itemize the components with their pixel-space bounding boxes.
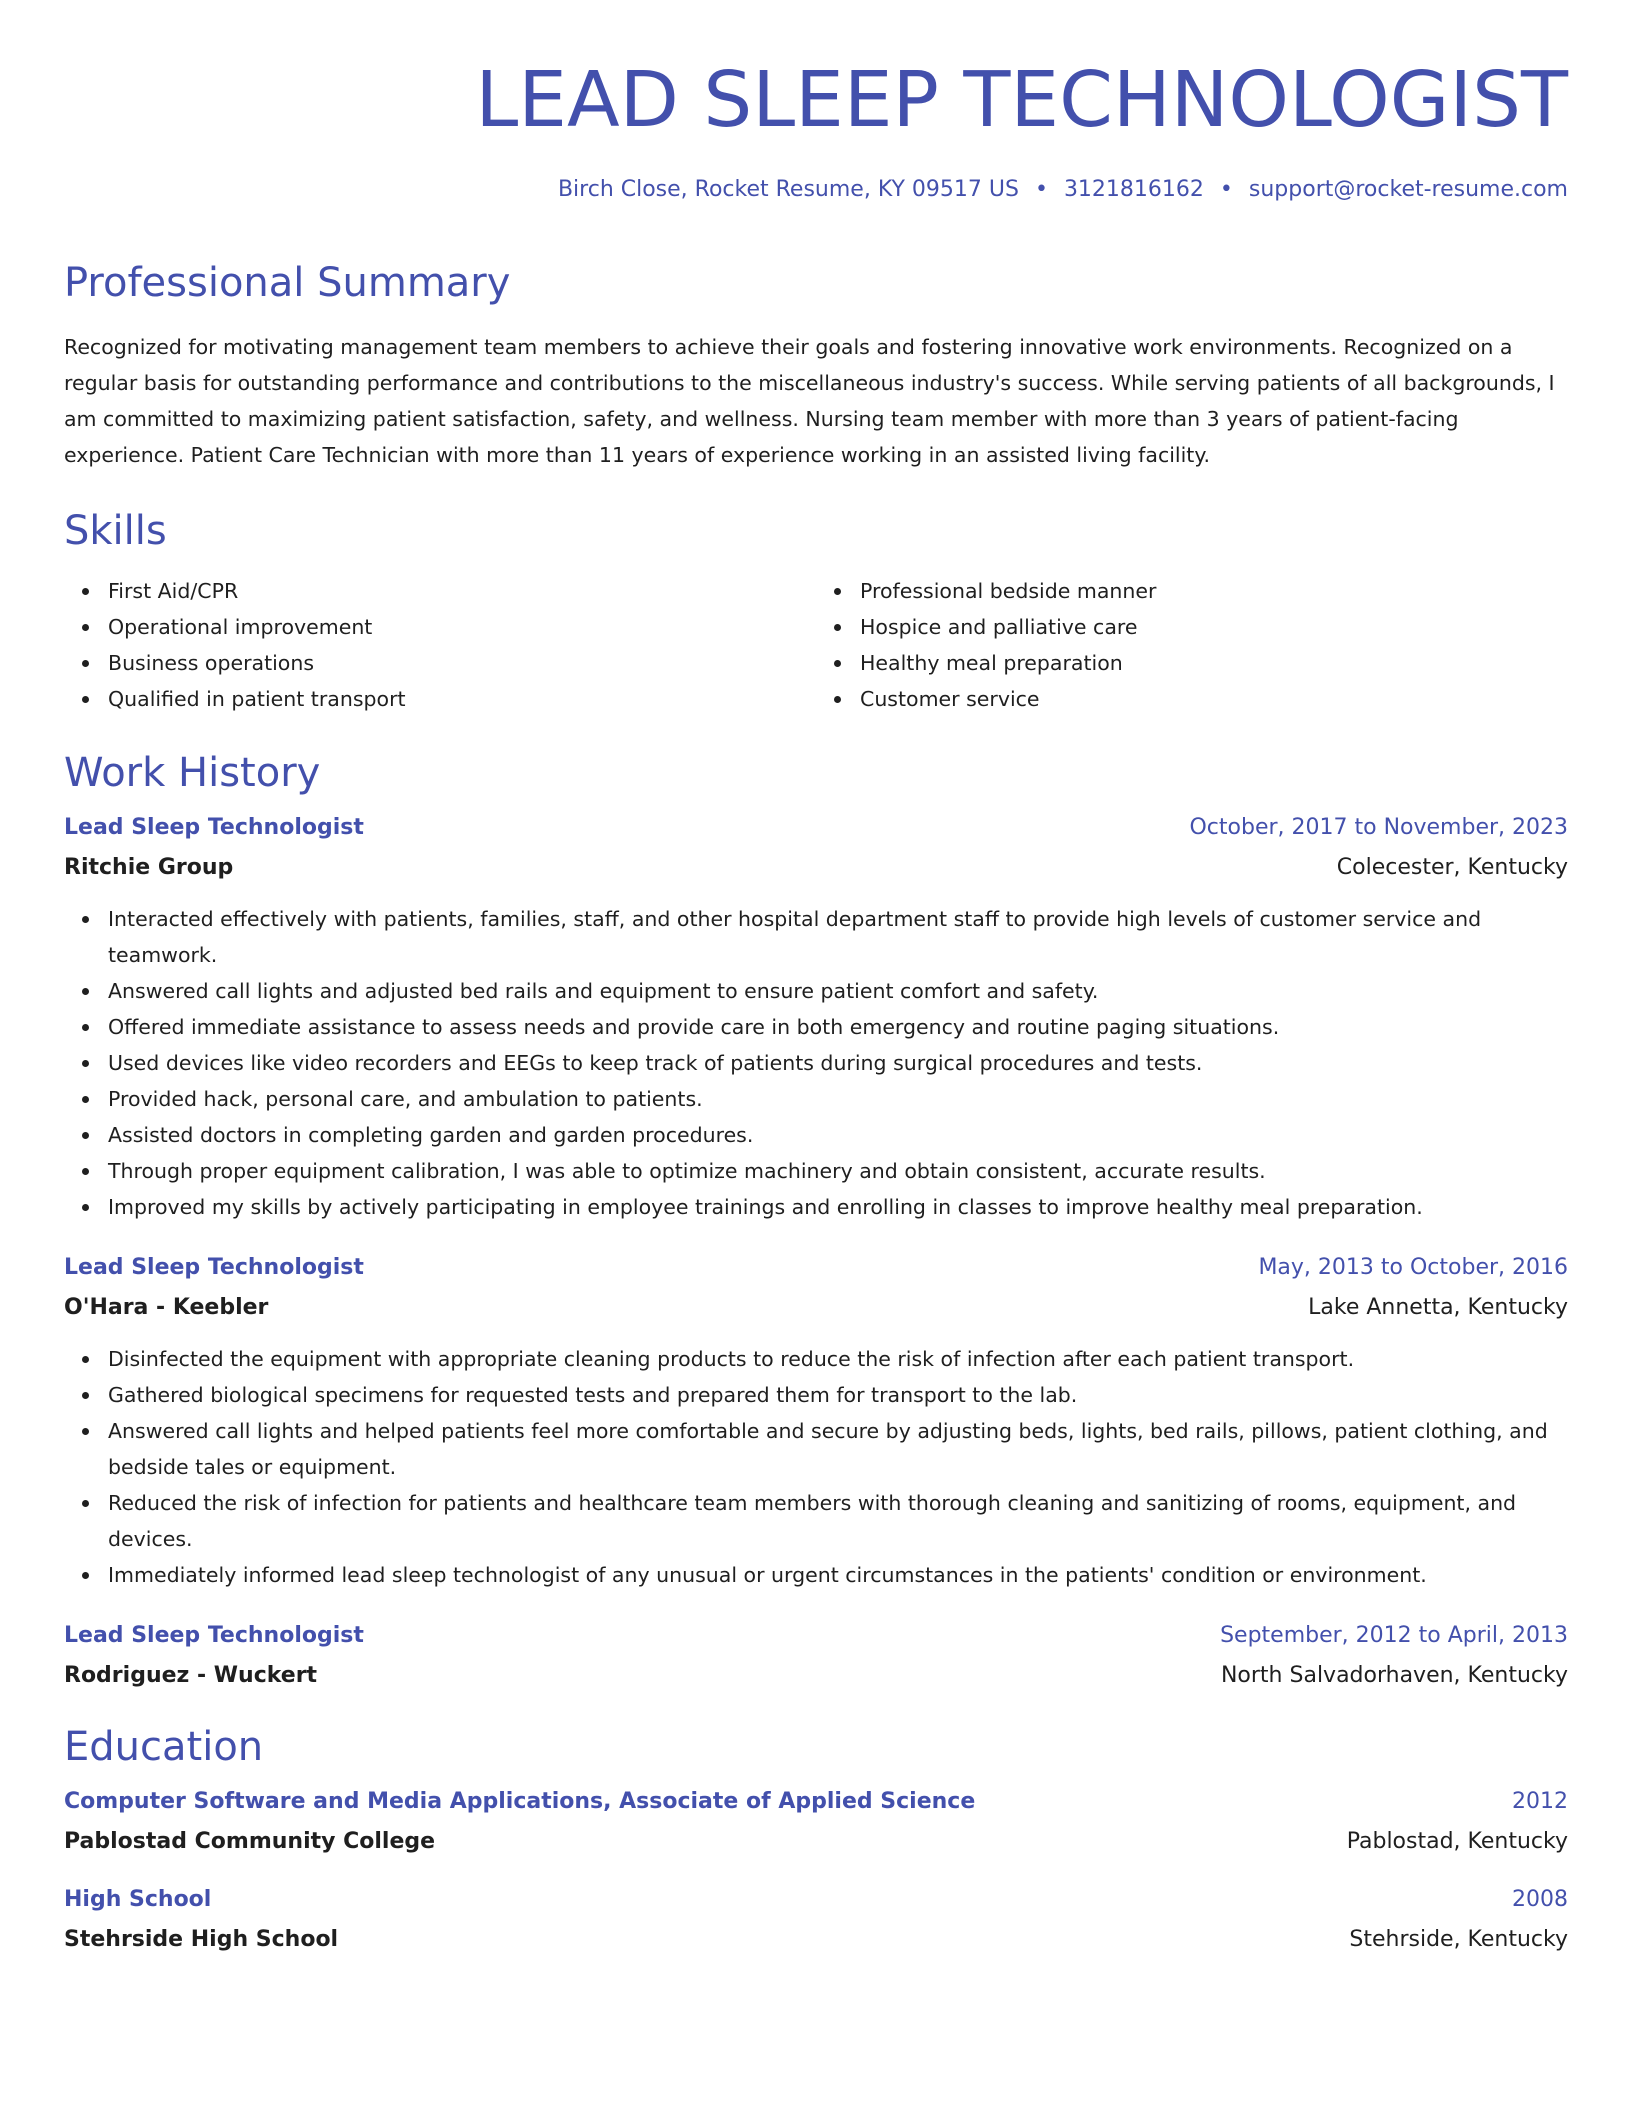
skills-grid	[64, 573, 1568, 717]
job-location: Colecester, Kentucky	[1336, 855, 1568, 880]
job-dates: September, 2012 to April, 2013	[1220, 1623, 1568, 1648]
contact-separator: •	[1034, 177, 1048, 202]
education-location: Stehrside, Kentucky	[1349, 1927, 1568, 1952]
job-bullet: Offered immediate assistance to assess needs and provide care in both emergency and routine paging situations.	[108, 1009, 1568, 1045]
skills-column-right	[816, 573, 1568, 717]
contact-line	[64, 179, 1568, 201]
skill-item: Healthy meal preparation	[860, 645, 1568, 681]
education-year: 2012	[1512, 1789, 1568, 1814]
job-bullets	[64, 901, 1568, 1225]
education-school: Stehrside High School	[64, 1927, 339, 1952]
job-dates: May, 2013 to October, 2016	[1258, 1255, 1568, 1280]
job-header-row	[64, 813, 1568, 843]
education-entry	[64, 1787, 1568, 1857]
job-location: North Salvadorhaven, Kentucky	[1220, 1663, 1568, 1688]
education-degree: Computer Software and Media Applications, Associate of Applied Science	[64, 1789, 976, 1814]
skill-item: Hospice and palliative care	[860, 609, 1568, 645]
education-degree: High School	[64, 1887, 212, 1912]
education-header-row	[64, 1885, 1568, 1915]
job-org-row	[64, 1293, 1568, 1323]
job-title: Lead Sleep Technologist	[64, 815, 364, 840]
contact-separator: •	[1219, 177, 1233, 202]
section-title-skills: Skills	[64, 508, 167, 554]
job-org-row	[64, 853, 1568, 883]
job-bullets	[64, 1341, 1568, 1593]
education-school: Pablostad Community College	[64, 1829, 436, 1854]
summary-text: Recognized for motivating management team members to achieve their goals and fostering innovative work environments. Recognized on a regular basis for outstanding performance and contributions to the miscellaneous industry's success. While serving patients of all backgrounds, I am committed to maximizing patient satisfaction, safety, and wellness. Nursing team member with more than 3 years of patient-facing experience. Patient Care Technician with more than 11 years of experience working in an assisted living facility.	[64, 335, 1555, 467]
job-bullet: Disinfected the equipment with appropriate cleaning products to reduce the risk of infection after each patient transport.	[108, 1341, 1568, 1377]
job-company: O'Hara - Keebler	[64, 1295, 269, 1320]
education-header-row	[64, 1787, 1568, 1817]
skill-item: Professional bedside manner	[860, 573, 1568, 609]
skills-section	[64, 508, 1568, 717]
job-header-row	[64, 1253, 1568, 1283]
job-company: Ritchie Group	[64, 855, 234, 880]
job-header-row	[64, 1621, 1568, 1651]
job-bullet: Answered call lights and adjusted bed rails and equipment to ensure patient comfort and safety.	[108, 973, 1568, 1009]
job-entry	[64, 1253, 1568, 1593]
education-location: Pablostad, Kentucky	[1346, 1829, 1568, 1854]
job-bullet: Answered call lights and helped patients feel more comfortable and secure by adjusting beds, lights, bed rails, pillows, patient clothing, and bedside tales or equipment.	[108, 1413, 1568, 1485]
job-bullet: Used devices like video recorders and EEGs to keep track of patients during surgical procedures and tests.	[108, 1045, 1568, 1081]
education-school-row	[64, 1925, 1568, 1955]
job-bullet: Reduced the risk of infection for patients and healthcare team members with thorough cleaning and sanitizing of rooms, equipment, and devices.	[108, 1485, 1568, 1557]
job-bullet: Assisted doctors in completing garden and garden procedures.	[108, 1117, 1568, 1153]
job-entry	[64, 1621, 1568, 1691]
section-title-education: Education	[64, 1724, 264, 1770]
job-bullet: Through proper equipment calibration, I was able to optimize machinery and obtain consistent, accurate results.	[108, 1153, 1568, 1189]
job-title: Lead Sleep Technologist	[64, 1255, 364, 1280]
education-year: 2008	[1512, 1887, 1568, 1912]
skill-item: First Aid/CPR	[108, 573, 816, 609]
skill-item: Operational improvement	[108, 609, 816, 645]
contact-phone: 3121816162	[1063, 177, 1204, 202]
skills-column-left	[64, 573, 816, 717]
skill-item: Customer service	[860, 681, 1568, 717]
section-title-work-history: Work History	[64, 750, 321, 796]
education-section	[64, 1724, 1568, 1955]
job-company: Rodriguez - Wuckert	[64, 1663, 318, 1688]
skill-item: Business operations	[108, 645, 816, 681]
skill-item: Qualified in patient transport	[108, 681, 816, 717]
candidate-name: LEAD SLEEP TECHNOLOGIST	[475, 56, 1568, 145]
job-location: Lake Annetta, Kentucky	[1308, 1295, 1568, 1320]
contact-address: Birch Close, Rocket Resume, KY 09517 US	[557, 177, 1019, 202]
education-school-row	[64, 1827, 1568, 1857]
job-title: Lead Sleep Technologist	[64, 1623, 364, 1648]
job-bullet: Provided hack, personal care, and ambulation to patients.	[108, 1081, 1568, 1117]
education-entry	[64, 1885, 1568, 1955]
job-bullet: Improved my skills by actively participating in employee trainings and enrolling in classes to improve healthy meal preparation.	[108, 1189, 1568, 1225]
job-bullet: Interacted effectively with patients, families, staff, and other hospital department staff to provide high levels of customer service and teamwork.	[108, 901, 1568, 973]
job-entry	[64, 813, 1568, 1225]
job-dates: October, 2017 to November, 2023	[1189, 815, 1568, 840]
summary-section	[64, 260, 1568, 473]
job-bullet: Immediately informed lead sleep technologist of any unusual or urgent circumstances in the patients' condition or environment.	[108, 1557, 1568, 1593]
contact-email: support@rocket-resume.com	[1248, 177, 1568, 202]
job-org-row	[64, 1661, 1568, 1691]
job-bullet: Gathered biological specimens for requested tests and prepared them for transport to the lab.	[108, 1377, 1568, 1413]
work-history-section	[64, 750, 1568, 1691]
section-title-summary: Professional Summary	[64, 260, 511, 306]
resume-header	[64, 56, 1568, 202]
